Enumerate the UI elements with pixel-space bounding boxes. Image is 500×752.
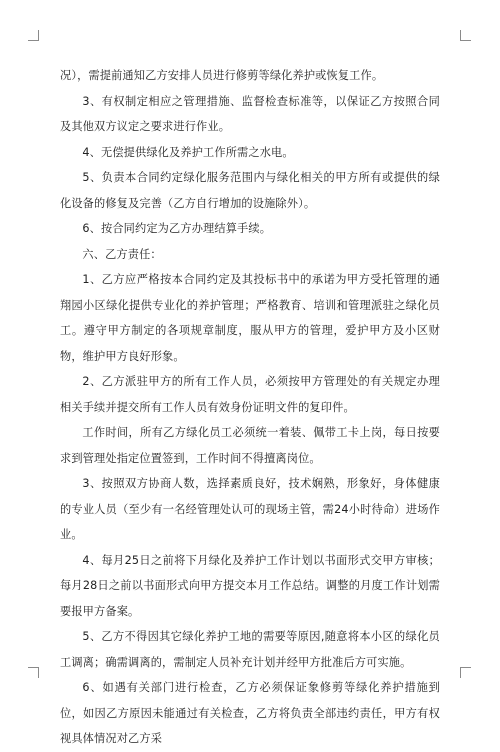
crop-mark-bottom-left [28, 667, 39, 678]
document-body [60, 63, 440, 752]
paragraph-clause-5: 5、负责本合同约定绿化服务范围内与绿化相关的甲方所有或提供的绿化设备的修复及完善（乙方自行增加的设施除外）。 [60, 171, 440, 210]
paragraph-clause-4: 4、无偿提供绿化及养护工作所需之水电。 [82, 145, 294, 159]
crop-mark-top-left [28, 30, 39, 41]
paragraph-party-b-4: 4、每月25日之前将下月绿化及养护工作计划以书面形式交甲方审核；每月28日之前以书面形式向甲方提交本月工作总结。调整的月度工作计划需要报甲方备案。 [60, 553, 440, 618]
paragraph-clause-3: 3、有权制定相应之管理措施、监督检查标准等，以保证乙方按照合同及其他双方议定之要求进行作业。 [60, 94, 440, 133]
crop-mark-top-right [460, 30, 471, 41]
paragraph-clause-6: 6、按合同约定为乙方办理结算手续。 [82, 222, 272, 235]
crop-mark-bottom-right [460, 667, 471, 678]
paragraph-party-b-5: 5、乙方不得因其它绿化养护工地的需要等原因,随意将本小区的绿化员工调离；确需调离的，需制定人员补充计划并经甲方批准后方可实施。 [60, 630, 440, 669]
paragraph-party-b-1: 1、乙方应严格按本合同约定及其投标书中的承诺为甲方受托管理的通翔园小区绿化提供专业化的养护管理；严格教育、培训和管理派驻之绿化员工。遵守甲方制定的各项规章制度，服从甲方的管理，爱护甲方及小区财物，维护甲方良好形象。 [60, 273, 440, 363]
paragraph-continuation: 况），需提前通知乙方安排人员进行修剪等绿化养护或恢复工作。 [60, 69, 384, 82]
paragraph-work-hours: 工作时间，所有乙方绿化员工必须统一着装、佩带工卡上岗，每日按要求到管理处指定位置签到，工作时间不得擅离岗位。 [60, 426, 440, 465]
paragraph-party-b-6: 6、如遇有关部门进行检查，乙方必须保证象修剪等绿化养护措施到位，如因乙方原因未能通过有关检查，乙方将负责全部违约责任，甲方有权视具体情况对乙方采 [60, 681, 440, 745]
section-heading-party-b: 六、乙方责任： [82, 247, 162, 261]
paragraph-party-b-2: 2、乙方派驻甲方的所有工作人员，必须按甲方管理处的有关规定办理相关手续并提交所有工作人员有效身份证明文件的复印件。 [60, 375, 440, 414]
paragraph-party-b-3: 3、按照双方协商人数，选择素质良好，技术娴熟，形象好，身体健康的专业人员（至少有一名经管理处认可的现场主管，需24小时待命）进场作业。 [60, 477, 440, 541]
